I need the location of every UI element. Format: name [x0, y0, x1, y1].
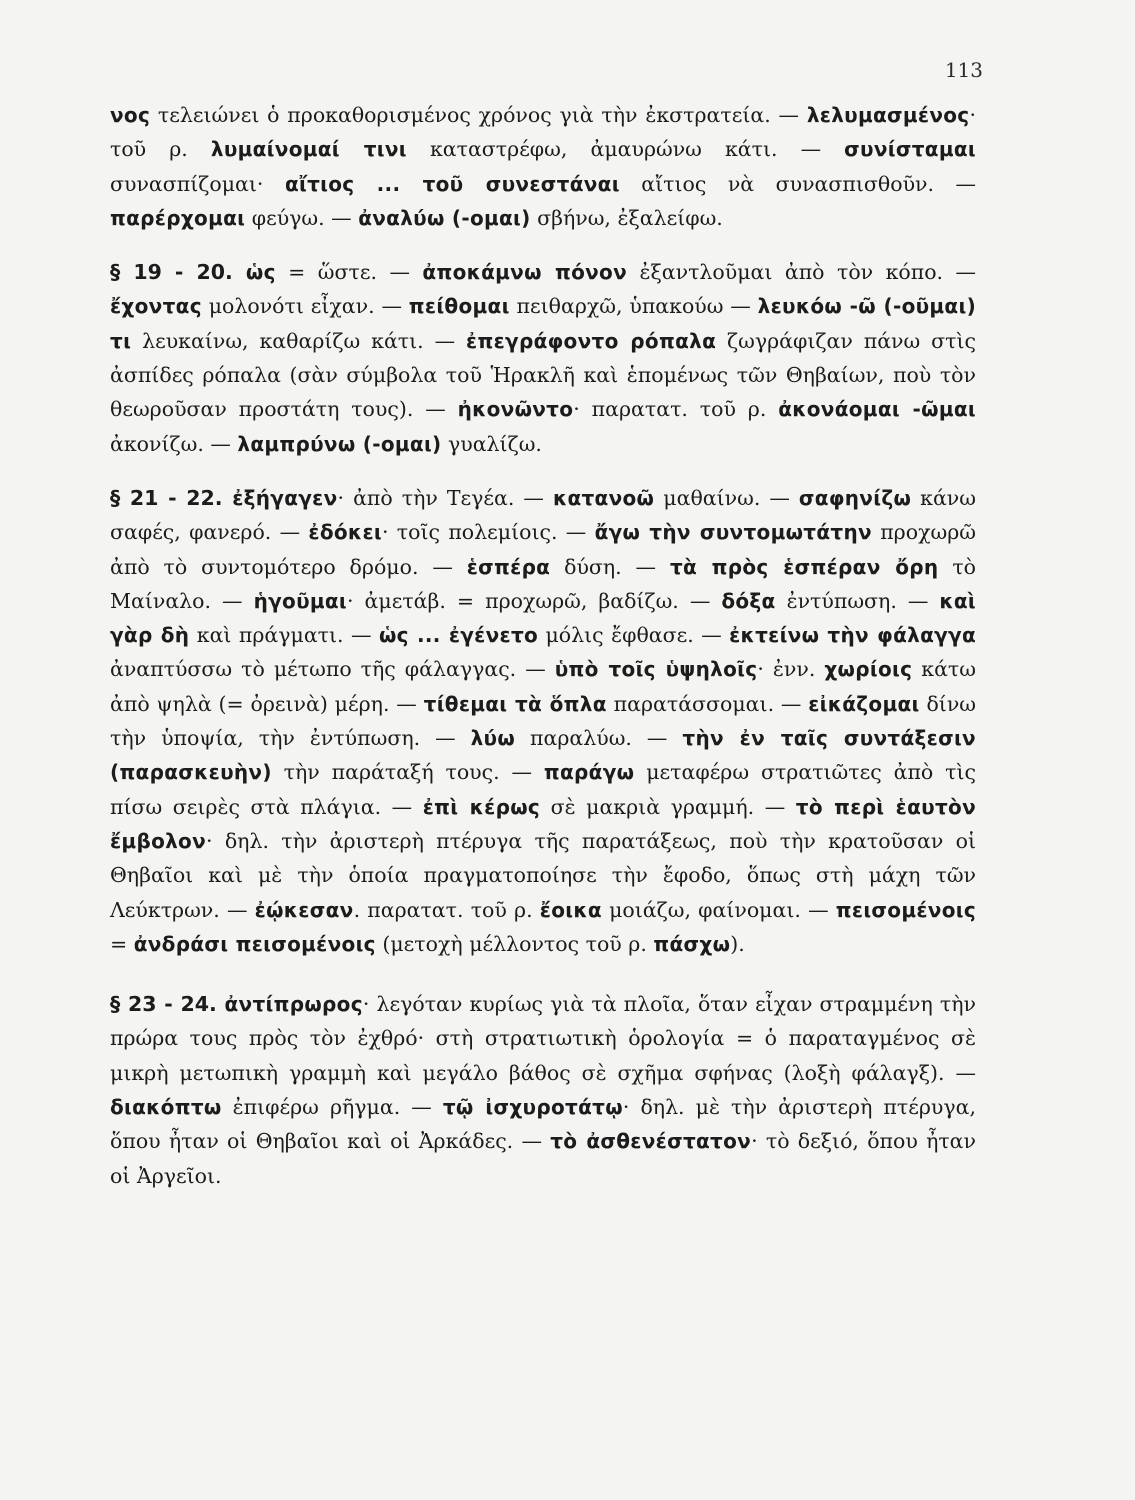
lemma-term: τὴν ἐν ταῖς συντάξεσιν (παρασκευὴν) [110, 726, 976, 785]
section-marker: § 23 - 24. [110, 992, 225, 1017]
lemma-term: παράγω [543, 760, 635, 785]
gloss-text: · τοῦ ρ. [110, 103, 976, 162]
gloss-text: μοιάζω, φαίνομαι. — [601, 897, 836, 922]
lemma-term: νος [110, 103, 151, 127]
gloss-text: μολονότι εἶχαν. — [201, 294, 409, 319]
lemma-term: ἀναλύω (-ομαι) [358, 205, 531, 230]
gloss-text: ἀκονίζω. — [110, 431, 238, 456]
gloss-text: παραλύω. — [515, 726, 683, 751]
gloss-text: σὲ μακριὰ γραμμή. — [540, 794, 796, 819]
paragraph-section-21-22 [110, 481, 976, 961]
gloss-text: δίνω τὴν ὑποψία, τὴν ἐντύπωση. — [110, 691, 977, 751]
section-marker: § 19 - 20. [110, 260, 246, 285]
gloss-text: τὴν παράταξή τους. — [271, 760, 544, 785]
lemma-term: ἀνδράσι πεισομένοις [133, 931, 376, 956]
gloss-text: · ἐνν. [757, 657, 825, 682]
lemma-term: ἠκονῶντο [457, 397, 574, 422]
lemma-term: πάσχω [653, 931, 731, 956]
gloss-text: συνασπίζομαι· [110, 171, 285, 196]
gloss-text: ἀναπτύσσω τὸ μέτωπο τῆς φάλαγγας. — [110, 657, 555, 682]
gloss-text: ). [730, 931, 745, 956]
lemma-term: λευκόω -ῶ (-οῦμαι) τι [110, 294, 977, 353]
lemma-term: αἴτιος ... τοῦ συνεστάναι [284, 171, 620, 196]
gloss-text: · δηλ. μὲ τὴν ἀριστερὴ πτέρυγα, ὅπου ἦταν οἱ Θηβαῖοι καὶ οἱ Ἀρκάδες. — [110, 1095, 976, 1154]
lemma-term: ἐῴκεσαν [254, 897, 354, 922]
lemma-term: λελυμασμένος [806, 103, 970, 127]
gloss-text: καταστρέφω, ἀμαυρώνω κάτι. — [406, 137, 845, 162]
lemma-term: πείθομαι [408, 294, 510, 319]
gloss-text: φεύγω. — [245, 205, 359, 230]
lemma-term: ἔχοντας [110, 294, 202, 319]
gloss-text: ζωγράφιζαν πάνω στὶς ἀσπίδες ρόπαλα (σὰν σύμβολα τοῦ Ἡρακλῆ καὶ ἑπομένως τῶν Θηβαίων, ποὺ τὸν θεωροῦσαν προστάτη τους). — [110, 328, 976, 422]
page-body [110, 98, 976, 1193]
lemma-term: δόξα [721, 588, 776, 613]
lemma-term: ἐπὶ κέρως [422, 794, 541, 819]
lemma-term: λυμαίνομαί τινι [210, 137, 407, 162]
gloss-text: σβήνω, ἐξαλείφω. [530, 205, 723, 230]
page-number: 113 [944, 58, 983, 82]
gloss-text: προχωρῶ ἀπὸ τὸ συντομότερο δρόμο. — [110, 520, 976, 579]
gloss-text: = ὥστε. — [275, 260, 423, 285]
gloss-text: παρατάσσομαι. — [606, 691, 809, 716]
lemma-term: ὡς [245, 260, 276, 285]
lemma-term: ἀποκάμνω πόνον [422, 260, 628, 285]
lemma-term: ἄγω τὴν συντομωτάτην [594, 520, 872, 545]
lemma-term: λύω [470, 726, 516, 751]
lemma-term: συνίσταμαι [844, 137, 976, 162]
gloss-text: (μετοχὴ μέλλοντος τοῦ ρ. [375, 931, 654, 956]
gloss-text: τελειώνει ὁ προκαθορισμένος χρόνος γιὰ τὴν ἐκστρατεία. — [150, 103, 807, 127]
gloss-text: κάτω ἀπὸ ψηλὰ (= ὀρεινὰ) μέρη. — [110, 657, 976, 716]
gloss-text: ἐξαντλοῦμαι ἀπὸ τὸν κόπο. — [627, 260, 977, 285]
lemma-term: ἐδόκει [308, 520, 382, 545]
lemma-term: τίθεμαι τὰ ὅπλα [423, 691, 607, 716]
lemma-term: πεισομένοις [835, 897, 976, 922]
lemma-term: καὶ γὰρ δὴ [110, 588, 977, 648]
lemma-term: σαφηνίζω [798, 485, 912, 510]
lemma-term: ἐκτείνω τὴν φάλαγγα [729, 623, 976, 648]
gloss-text: τὸ Μαίναλο. — [110, 554, 977, 613]
lemma-term: ὡς ... ἐγένετο [378, 623, 539, 648]
section-marker: § 21 - 22. [110, 485, 233, 510]
lemma-term: διακόπτω [110, 1095, 222, 1120]
gloss-text: · παρατατ. τοῦ ρ. [573, 397, 779, 422]
gloss-text: ἐπιφέρω ρῆγμα. — [221, 1095, 443, 1120]
gloss-text: · λεγόταν κυρίως γιὰ τὰ πλοῖα, ὅταν εἶχαν στραμμένη τὴν πρώρα τους πρὸς τὸν ἐχθρό· στὴ στρατιωτικὴ ὁρολογία = ὁ παραταγμένος σὲ μικρὴ μετωπικὴ γραμμὴ καὶ μεγάλο βάθος σὲ σχῆμα σφήνας (λοξὴ φάλαγξ). — [110, 992, 976, 1085]
lemma-term: ἔοικα [539, 897, 602, 922]
gloss-text: · τὸ δεξιό, ὅπου ἦταν οἱ Ἀργεῖοι. [110, 1129, 976, 1188]
gloss-text: μαθαίνω. — [654, 485, 799, 510]
gloss-text: πειθαρχῶ, ὑπακούω — [509, 294, 758, 319]
lemma-term: τὰ πρὸς ἑσπέραν ὄρη [669, 554, 939, 579]
gloss-text: καὶ πράγματι. — [189, 623, 379, 648]
lemma-term: χωρίοις [824, 657, 913, 682]
gloss-text: μόλις ἔφθασε. — [538, 623, 730, 648]
lemma-term: κατανοῶ [552, 485, 655, 510]
gloss-text: γυαλίζω. [441, 431, 542, 456]
gloss-text: = [110, 931, 134, 956]
paragraph-commentary-intro [110, 98, 976, 235]
gloss-text: · ἀμετάβ. = προχωρῶ, βαδίζω. — [347, 588, 722, 613]
lemma-term: ἀκονάομαι -ῶμαι [778, 397, 976, 422]
gloss-text: λευκαίνω, καθαρίζω κάτι. — [131, 328, 467, 353]
lemma-term: ἐπεγράφοντο ρόπαλα [466, 328, 717, 353]
lemma-term: ἡγοῦμαι [253, 588, 348, 613]
gloss-text: μεταφέρω στρατιῶτες ἀπὸ τὶς πίσω σειρὲς στὰ πλάγια. — [110, 760, 976, 819]
lemma-term: ἑσπέρα [466, 554, 551, 579]
gloss-text: αἴτιος νὰ συνασπισθοῦν. — [619, 171, 977, 196]
gloss-text: · ἀπὸ τὴν Τεγέα. — [337, 485, 553, 510]
gloss-text: δύση. — [550, 554, 670, 579]
gloss-text: κάνω σαφές, φανερό. — [110, 485, 976, 545]
gloss-text: · τοῖς πολεμίοις. — [381, 520, 595, 545]
lemma-term: ὑπὸ τοῖς ὑψηλοῖς [554, 657, 758, 682]
paragraph-section-19-20 [110, 255, 976, 461]
gloss-text: · δηλ. τὴν ἀριστερὴ πτέρυγα τῆς παρατάξεως, ποὺ τὴν κρατοῦσαν οἱ Θηβαῖοι καὶ μὲ τὴν ὁποία πραγματοποίησε τὴν ἔφοδο, ὅπως στὴ μάχη τῶν Λεύκτρων. — [110, 828, 976, 922]
paragraph-section-23-24 [110, 987, 976, 1193]
lemma-term: ἀντίπρωρος [224, 992, 363, 1017]
lemma-term: εἰκάζομαι [808, 691, 920, 716]
lemma-term: τὸ ἀσθενέστατον [550, 1129, 752, 1154]
lemma-term: ἐξήγαγεν [232, 485, 338, 510]
lemma-term: τὸ περὶ ἑαυτὸν ἔμβολον [110, 794, 976, 853]
gloss-text: ἐντύπωση. — [775, 588, 940, 613]
lemma-term: παρέρχομαι [110, 205, 246, 230]
gloss-text: . παρατατ. τοῦ ρ. [353, 897, 540, 922]
lemma-term: λαμπρύνω (-ομαι) [237, 431, 442, 456]
lemma-term: τῷ ἰσχυροτάτῳ [442, 1095, 623, 1120]
